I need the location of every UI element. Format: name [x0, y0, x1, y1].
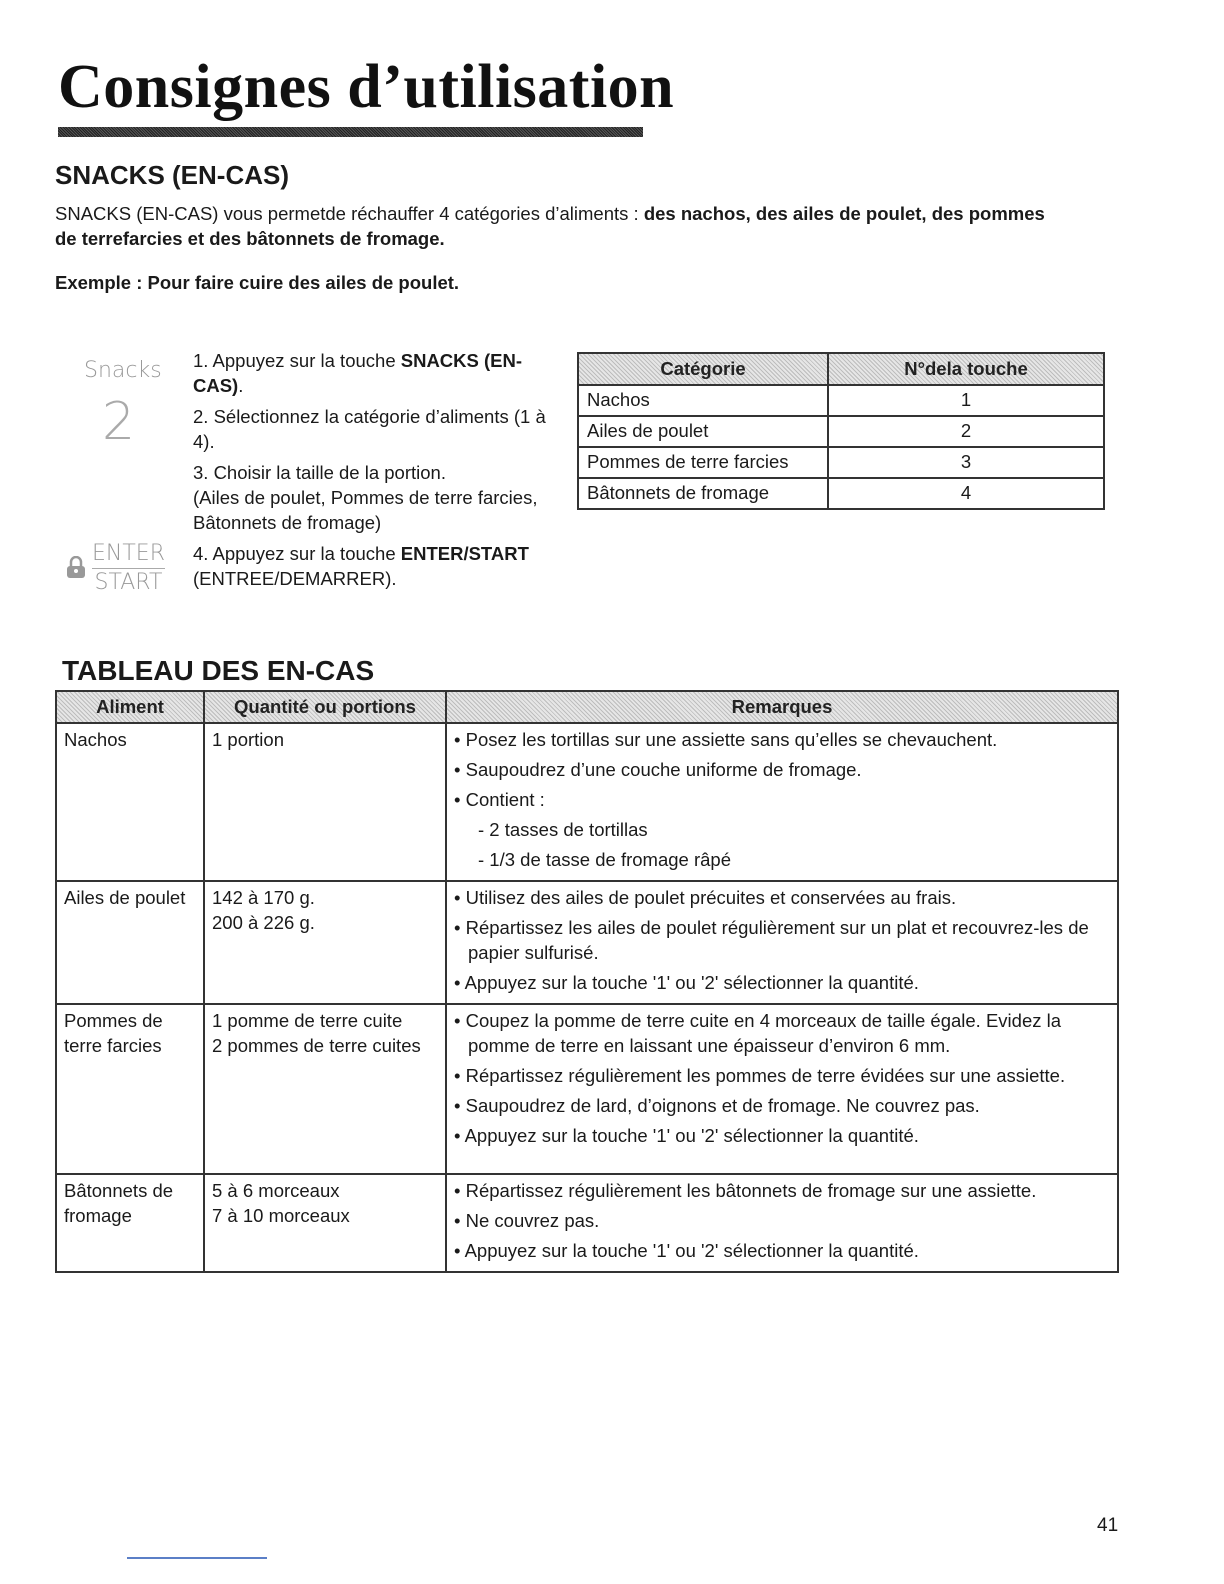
step-text: (ENTREE/DEMARRER).	[193, 568, 397, 589]
remark-item: • Appuyez sur la touche '1' ou '2' sélectionner la quantité.	[454, 1125, 919, 1146]
intro-text: SNACKS (EN-CAS) vous permetde réchauffer 4 catégories d’aliments :	[55, 203, 644, 224]
step-text: 4. Appuyez sur la touche	[193, 543, 401, 564]
table-row	[56, 723, 1118, 881]
enter-label: ENTER	[92, 540, 165, 569]
quantity-line: 2 pommes de terre cuites	[212, 1035, 421, 1056]
category-cell: Ailes de poulet	[578, 416, 828, 447]
snacks-key-icon: Snacks	[84, 358, 162, 383]
step-text: 3. Choisir la taille de la portion.	[193, 462, 446, 483]
food-cell: Pommes de terre farcies	[56, 1004, 204, 1174]
step-key: ENTER/START	[400, 543, 529, 564]
quantity-line: 1 portion	[212, 729, 284, 750]
quantity-cell	[204, 1174, 446, 1272]
step-1	[193, 348, 563, 398]
quantity-line: 200 à 226 g.	[212, 912, 315, 933]
remarks-cell	[446, 881, 1118, 1004]
key-number-cell: 4	[828, 478, 1104, 509]
step-text: .	[238, 375, 244, 396]
snack-table	[55, 690, 1119, 1273]
remark-item: • Répartissez les ailes de poulet régulièrement sur un plat et recouvrez-les de papier sulfurisé.	[454, 917, 1089, 963]
key-number-cell: 2	[828, 416, 1104, 447]
example-heading: Exemple : Pour faire cuire des ailes de poulet.	[55, 272, 460, 293]
table-row	[56, 881, 1118, 1004]
title-underline	[58, 127, 643, 137]
page-title: Consignes d’utilisation	[58, 53, 675, 121]
remarks-cell	[446, 1004, 1118, 1174]
remark-item: • Appuyez sur la touche '1' ou '2' sélectionner la quantité.	[454, 1240, 919, 1261]
remarks-cell	[446, 723, 1118, 881]
header-remarks: Remarques	[446, 691, 1118, 723]
table-row	[578, 478, 1104, 509]
quantity-line: 7 à 10 morceaux	[212, 1205, 350, 1226]
category-cell: Nachos	[578, 385, 828, 416]
remark-item: • Saupoudrez d’une couche uniforme de fromage.	[454, 759, 862, 780]
start-label: START	[94, 570, 163, 595]
quantity-cell	[204, 881, 446, 1004]
enter-start-key-icon	[92, 540, 165, 597]
remark-item: • Coupez la pomme de terre cuite en 4 morceaux de taille égale. Evidez la pomme de terre en laissant une épaisseur d’environ 6 mm.	[454, 1010, 1062, 1056]
food-cell: Nachos	[56, 723, 204, 881]
intro-paragraph	[55, 201, 1055, 251]
table-row	[56, 1174, 1118, 1272]
category-table	[577, 352, 1105, 510]
header-key-number: N°dela touche	[828, 353, 1104, 385]
header-category: Catégorie	[578, 353, 828, 385]
remark-item: • Saupoudrez de lard, d’oignons et de fromage. Ne couvrez pas.	[454, 1095, 980, 1116]
footer-line	[127, 1557, 267, 1559]
lock-icon	[66, 556, 86, 578]
section-heading-snacks: SNACKS (EN-CAS)	[55, 160, 289, 190]
table-row	[578, 385, 1104, 416]
header-quantity: Quantité ou portions	[204, 691, 446, 723]
quantity-cell	[204, 1004, 446, 1174]
category-cell: Pommes de terre farcies	[578, 447, 828, 478]
step-4	[193, 541, 563, 591]
number-2-key-icon: 2	[102, 392, 136, 452]
quantity-line: 5 à 6 morceaux	[212, 1180, 340, 1201]
table-row	[578, 416, 1104, 447]
step-note: (Ailes de poulet, Pommes de terre farcies, Bâtonnets de fromage)	[193, 487, 538, 533]
remark-item: • Répartissez régulièrement les pommes de terre évidées sur une assiette.	[454, 1065, 1066, 1086]
remark-item: • Contient :	[454, 789, 545, 810]
remark-subitem: - 1/3 de tasse de fromage râpé	[478, 849, 731, 870]
step-3	[193, 460, 563, 535]
food-cell: Ailes de poulet	[56, 881, 204, 1004]
intro-bold-text: des nachos, des ailes de poulet, des pommes de terrefarcies et des bâtonnets de fromage.	[55, 203, 1045, 249]
table-row	[56, 1004, 1118, 1174]
remark-item: • Répartissez régulièrement les bâtonnets de fromage sur une assiette.	[454, 1180, 1037, 1201]
remark-item: • Ne couvrez pas.	[454, 1210, 600, 1231]
remark-item: • Utilisez des ailes de poulet précuites et conservées au frais.	[454, 887, 957, 908]
quantity-cell	[204, 723, 446, 881]
steps-list	[193, 348, 563, 597]
section-heading-snack-table: TABLEAU DES EN-CAS	[62, 655, 375, 686]
quantity-line: 142 à 170 g.	[212, 887, 315, 908]
step-2: 2. Sélectionnez la catégorie d’aliments (1 à 4).	[193, 406, 546, 452]
remarks-cell	[446, 1174, 1118, 1272]
remark-item: • Posez les tortillas sur une assiette sans qu’elles se chevauchent.	[454, 729, 998, 750]
step-text: 1. Appuyez sur la touche	[193, 350, 401, 371]
remark-item: • Appuyez sur la touche '1' ou '2' sélectionner la quantité.	[454, 972, 919, 993]
key-number-cell: 1	[828, 385, 1104, 416]
page-number: 41	[1097, 1515, 1119, 1536]
table-row	[578, 447, 1104, 478]
key-number-cell: 3	[828, 447, 1104, 478]
header-food: Aliment	[56, 691, 204, 723]
food-cell: Bâtonnets de fromage	[56, 1174, 204, 1272]
category-cell: Bâtonnets de fromage	[578, 478, 828, 509]
step-key: SNACKS (EN-CAS)	[193, 350, 523, 396]
remark-subitem: - 2 tasses de tortillas	[478, 819, 648, 840]
quantity-line: 1 pomme de terre cuite	[212, 1010, 403, 1031]
